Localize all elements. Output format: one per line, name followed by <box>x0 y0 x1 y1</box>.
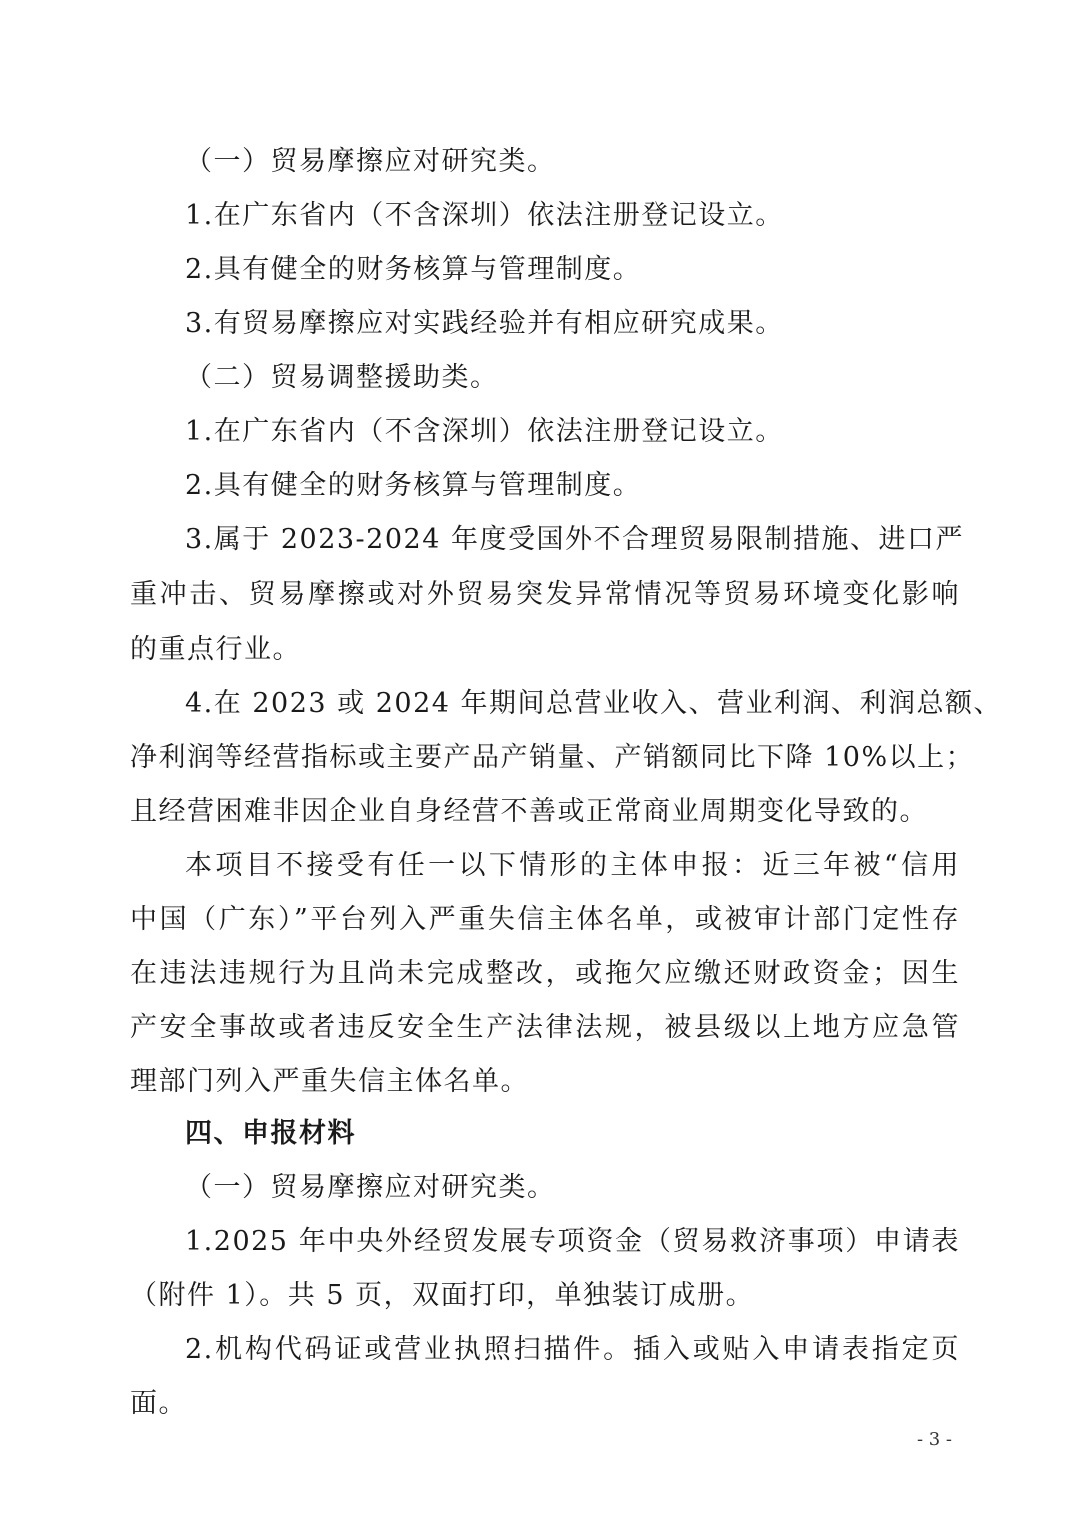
subheading-trade-adjustment: （二）贸易调整援助类。 <box>185 362 499 393</box>
paragraph-line: 重冲击、贸易摩擦或对外贸易突发异常情况等贸易环境变化影响 <box>130 579 960 610</box>
paragraph-line: 中国（广东）”平台列入严重失信主体名单，或被审计部门定性存 <box>130 904 960 935</box>
paragraph-line: 2.具有健全的财务核算与管理制度。 <box>185 470 642 501</box>
paragraph-line: 本项目不接受有任一以下情形的主体申报：近三年被“信用 <box>185 850 960 881</box>
paragraph-line: 在违法违规行为且尚未完成整改，或拖欠应缴还财政资金；因生 <box>130 958 960 989</box>
paragraph-line: 净利润等经营指标或主要产品产销量、产销额同比下降 10%以上； <box>130 742 975 773</box>
paragraph-line: 且经营困难非因企业自身经营不善或正常商业周期变化导致的。 <box>130 796 928 827</box>
paragraph-line: 产安全事故或者违反安全生产法律法规，被县级以上地方应急管 <box>130 1012 960 1043</box>
paragraph-line: 3.属于 2023-2024 年度受国外不合理贸易限制措施、进口严 <box>185 524 964 555</box>
paragraph-line: 3.有贸易摩擦应对实践经验并有相应研究成果。 <box>185 308 784 339</box>
paragraph-line: 2.具有健全的财务核算与管理制度。 <box>185 254 642 285</box>
paragraph-line: 面。 <box>130 1388 187 1419</box>
paragraph-line: 1.在广东省内（不含深圳）依法注册登记设立。 <box>185 416 784 447</box>
paragraph-line: 的重点行业。 <box>130 634 301 665</box>
subheading-trade-friction: （一）贸易摩擦应对研究类。 <box>185 1172 556 1203</box>
paragraph-line: 1.在广东省内（不含深圳）依法注册登记设立。 <box>185 200 784 231</box>
paragraph-line: 2.机构代码证或营业执照扫描件。插入或贴入申请表指定页 <box>185 1334 960 1365</box>
subheading-trade-friction: （一）贸易摩擦应对研究类。 <box>185 146 556 177</box>
paragraph-line: 4.在 2023 或 2024 年期间总营业收入、营业利润、利润总额、 <box>185 688 1003 719</box>
section-heading-materials: 四、申报材料 <box>185 1118 356 1149</box>
paragraph-line: 1.2025 年中央外经贸发展专项资金（贸易救济事项）申请表 <box>185 1226 960 1257</box>
paragraph-line: 理部门列入严重失信主体名单。 <box>130 1066 529 1097</box>
paragraph-line: （附件 1）。共 5 页，双面打印，单独装订成册。 <box>130 1280 755 1311</box>
page-number: - 3 - <box>916 1429 952 1450</box>
